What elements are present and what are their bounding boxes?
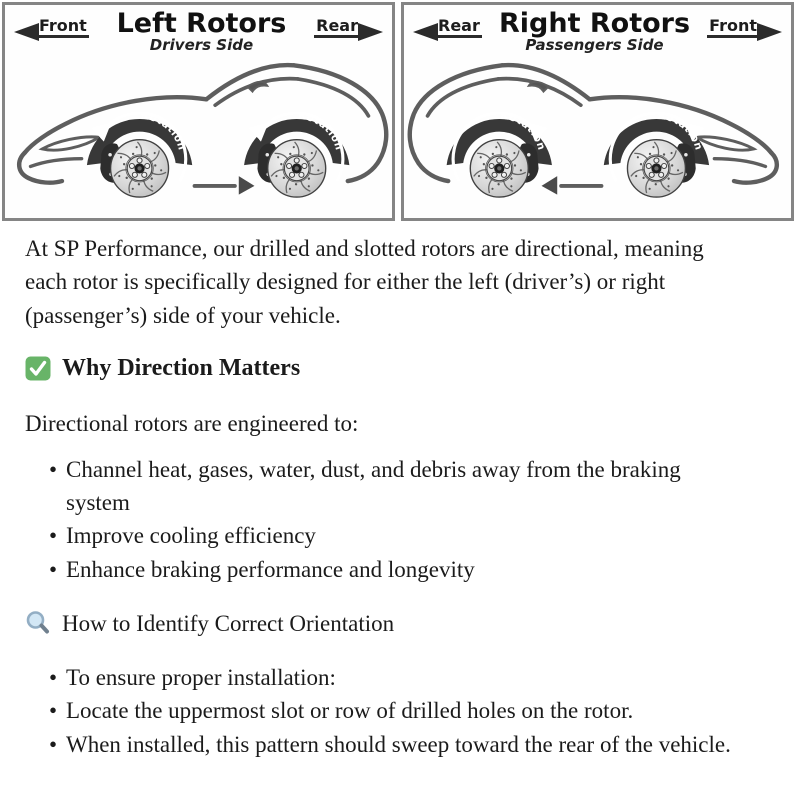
benefits-list <box>25 453 748 586</box>
left-rotors-panel <box>2 2 395 221</box>
list-item: • Improve cooling efficiency <box>49 519 748 552</box>
rear-label: Rear <box>436 17 482 38</box>
right-rotors-panel <box>401 2 794 221</box>
heading-text: How to Identify Correct Orientation <box>62 610 395 636</box>
car-illustration-drivers-side <box>5 5 392 218</box>
list-item: • Channel heat, gases, water, dust, and debris away from the braking system <box>49 453 748 520</box>
section-heading-why-direction-matters <box>25 353 775 384</box>
rotor-direction-diagram <box>0 0 800 221</box>
orientation-steps-list <box>25 661 748 761</box>
list-item: • Enhance braking performance and longevity <box>49 553 748 586</box>
panel-title: Right Rotors <box>498 8 691 39</box>
list-item: • When installed, this pattern should sweep toward the rear of the vehicle. <box>49 728 748 761</box>
panel-subtitle: Passengers Side <box>525 36 664 54</box>
panel-subtitle: Drivers Side <box>149 36 254 54</box>
rear-label: Rear <box>314 17 360 38</box>
magnifier-icon <box>25 610 51 637</box>
section-heading-identify-orientation <box>25 609 775 639</box>
front-label: Front <box>37 17 89 38</box>
article-body <box>0 232 800 761</box>
list-item: • Locate the uppermost slot or row of drilled holes on the rotor. <box>49 694 748 727</box>
car-illustration-passengers-side <box>404 5 791 218</box>
heading-text: Why Direction Matters <box>62 355 301 382</box>
check-mark-icon <box>25 356 51 381</box>
panel-title: Left Rotors <box>116 8 287 39</box>
lead-paragraph: Directional rotors are engineered to: <box>25 411 359 437</box>
list-item: • To ensure proper installation: <box>49 661 748 694</box>
intro-paragraph: At SP Performance, our drilled and slotted rotors are directional, meaning each rotor is specifically designed for either the left (driver’s) or right (passenger’s) side of your vehicle. <box>25 236 704 328</box>
front-label: Front <box>707 17 759 38</box>
